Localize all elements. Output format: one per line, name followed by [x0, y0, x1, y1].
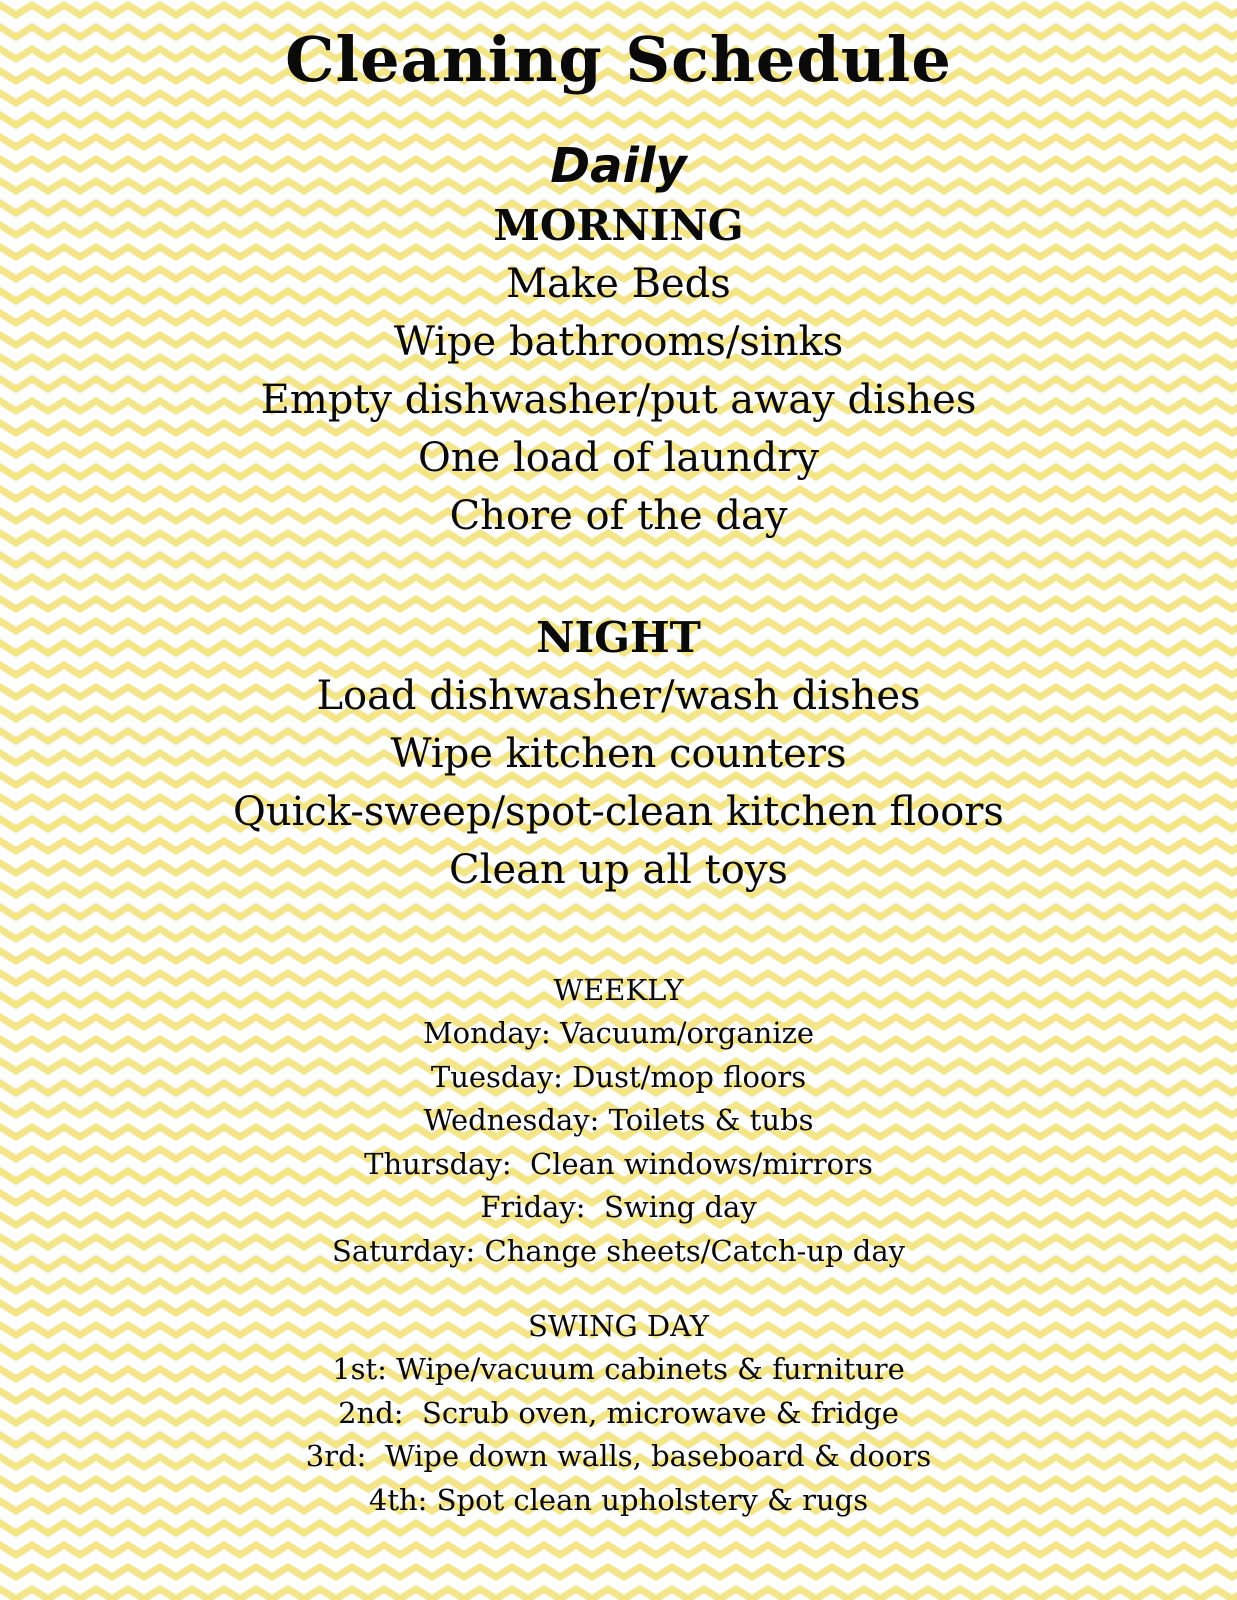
morning-task: Chore of the day	[449, 493, 788, 539]
weekly-task: Thursday: Clean windows/mirrors	[364, 1146, 873, 1181]
night-heading: NIGHT	[536, 613, 701, 662]
morning-task: Make Beds	[506, 261, 731, 307]
night-task: Wipe kitchen counters	[390, 731, 847, 777]
swing-day-task: 4th: Spot clean upholstery & rugs	[368, 1482, 869, 1517]
weekly-section	[0, 969, 1237, 1273]
swing-day-task: 1st: Wipe/vacuum cabinets & furniture	[332, 1352, 905, 1386]
morning-task: Wipe bathrooms/sinks	[393, 319, 844, 365]
morning-section	[0, 197, 1237, 545]
night-task: Load dishwasher/wash dishes	[316, 673, 921, 719]
night-task: Quick-sweep/spot-clean kitchen floors	[233, 789, 1004, 835]
night-section	[0, 609, 1237, 899]
weekly-task: Tuesday: Dust/mop floors	[430, 1059, 807, 1094]
swing-day-heading: SWING DAY	[527, 1309, 710, 1343]
weekly-task: Monday: Vacuum/organize	[422, 1016, 815, 1050]
weekly-task: Saturday: Change sheets/Catch-up day	[331, 1233, 906, 1268]
swing-day-task: 3rd: Wipe down walls, baseboard & doors	[305, 1439, 932, 1473]
swing-day-task: 2nd: Scrub oven, microwave & fridge	[338, 1395, 899, 1430]
night-task: Clean up all toys	[449, 847, 788, 893]
weekly-task: Wednesday: Toilets & tubs	[423, 1103, 814, 1137]
page-title: Cleaning Schedule	[285, 23, 952, 96]
morning-task: Empty dishwasher/put away dishes	[260, 377, 977, 423]
morning-heading: MORNING	[493, 201, 744, 250]
swing-day-section	[0, 1305, 1237, 1522]
weekly-heading: WEEKLY	[553, 973, 684, 1007]
daily-heading: Daily	[550, 138, 687, 194]
weekly-task: Friday: Swing day	[480, 1190, 757, 1224]
morning-task: One load of laundry	[417, 435, 820, 481]
